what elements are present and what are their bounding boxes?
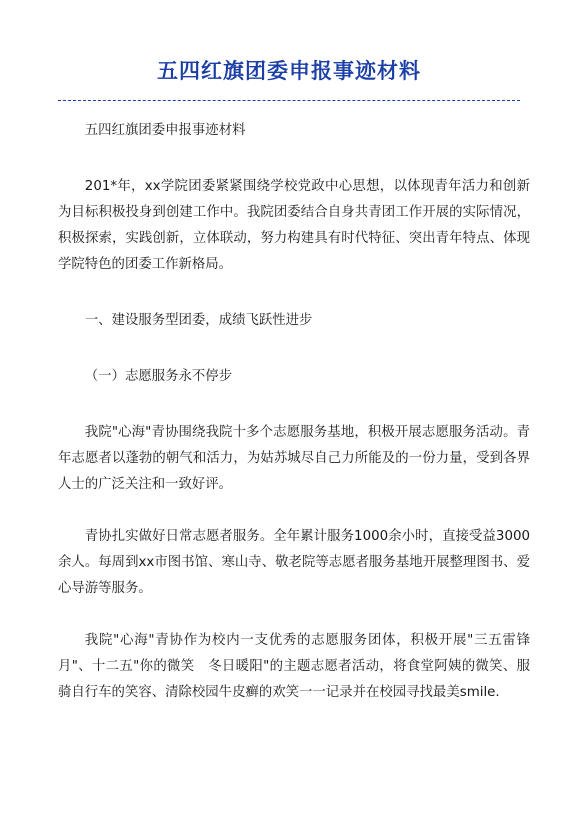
document-body — [58, 118, 530, 706]
title-divider — [58, 100, 520, 101]
paragraph-intro: 201*年，xx学院团委紧紧围绕学校党政中心思想，以体现青年活力和创新为目标积极投身到创建工作中。我院团委结合自身共青团工作开展的实际情况，积极探索，实践创新，立体联动，努力构建具有时代特征、突出青年特点、体现学院特色的团委工作新格局。 — [58, 179, 530, 272]
document-title: 五四红旗团委申报事迹材料 — [157, 59, 421, 83]
subsection-heading: （一）志愿服务永不停步 — [84, 369, 233, 384]
paragraph-daily-service: 青协扎实做好日常志愿者服务。全年累计服务1000余小时，直接受益3000余人。每周到xx市图书馆、寒山寺、敬老院等志愿者服务基地开展整理图书、爱心导游等服务。 — [58, 529, 530, 596]
paragraph-heading: 五四红旗团委申报事迹材料 — [84, 123, 246, 138]
paragraph-activities: 我院"心海"青协作为校内一支优秀的志愿服务团体，积极开展"三五雷锋月"、十二五"你的微笑 冬日暖阳"的主题志愿者活动，将食堂阿姨的微笑、服骑自行车的笑容、清除校园牛皮癣的欢笑一一记录并在校园寻找最美smile. — [58, 633, 530, 700]
section-heading: 一、建设服务型团委，成绩飞跃性进步 — [84, 313, 313, 328]
paragraph-volunteer: 我院"心海"青协围绕我院十多个志愿服务基地，积极开展志愿服务活动。青年志愿者以蓬勃的朝气和活力，为姑苏城尽自己力所能及的一份力量，受到各界人士的广泛关注和一致好评。 — [58, 425, 530, 492]
